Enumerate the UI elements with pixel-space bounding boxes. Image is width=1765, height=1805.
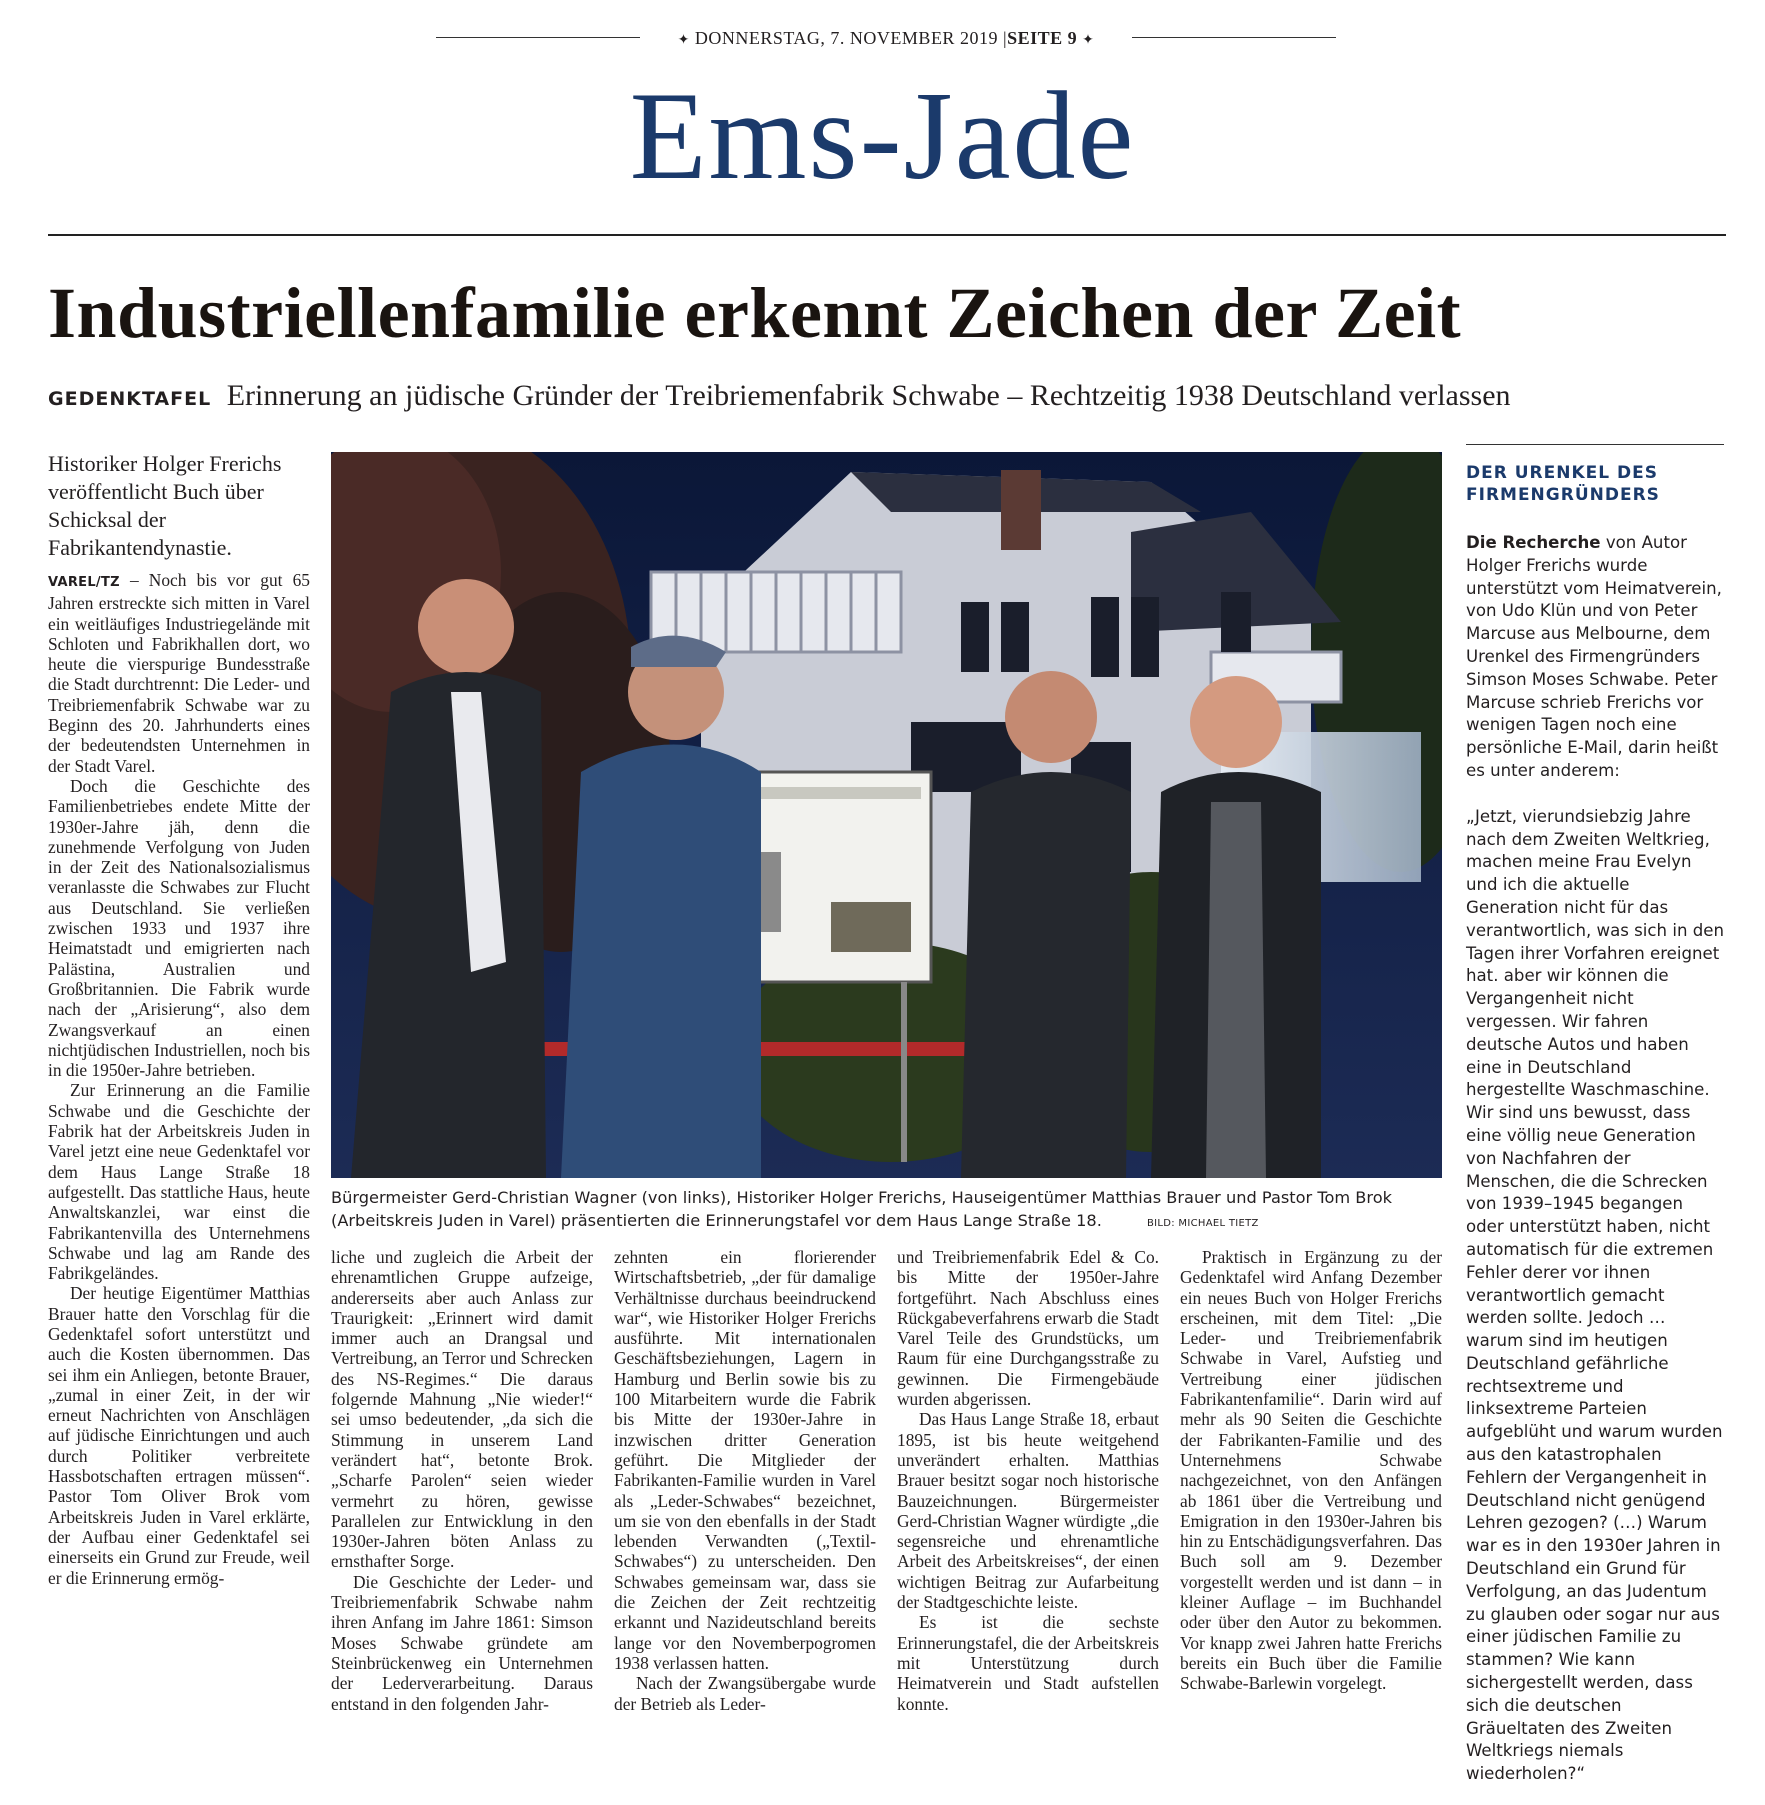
dateline xyxy=(436,26,1336,50)
sidebar-intro xyxy=(1466,532,1724,783)
article-column-1 xyxy=(48,570,310,1588)
page-separator: | xyxy=(1002,28,1008,48)
paragraph: Doch die Geschichte des Familienbetriebes endete Mitte der 1930er-Jahre jäh, denn die zunehmende Verfolgung von Juden in der Zeit des Nationalsozialismus veranlasste die Schwabes zur Flucht aus Deutschland. Sie verließen zwischen 1933 und 1937 ihre Heimatstadt und emigrierten nach Palästina, Australien und Großbritannien. Die Fabrik wurde nach der „Arisierung“, also dem Zwangsverkauf an einen nichtjüdischen Industriellen, noch bis in die 1950er-Jahre betrieben. xyxy=(48,775,310,1081)
article-column-3 xyxy=(614,1247,876,1714)
paragraph: Die Geschichte der Leder- und Treibriemenfabrik Schwabe nahm ihren Anfang im Jahre 1861: Simson Moses Schwabe gründete am Steinbrückenweg ein Unternehmen der Lederverarbeitung. Daraus entstand in den folgenden Jahr- xyxy=(331,1571,593,1714)
paragraph: liche und zugleich die Arbeit der ehrenamtlichen Gruppe aufzeige, andererseits aber auch Anlass zur Traurigkeit: „Erinnert wird damit immer auch an Drangsal und Vertreibung, an Terror und Schrecken des NS-Regimes.“ Die daraus folgernde Mahnung „Nie wieder!“ sei umso bedeutender, „da sich die Stimmung in unserem Land verändert hat“, betonte Brok. „Scharfe Parolen“ seien wieder vermehrt zu hören, gewisse Parallelen zur Entwicklung in den 1930er-Jahren böten Anlass zu ernsthafter Sorge. xyxy=(331,1247,593,1572)
section-divider xyxy=(48,234,1726,236)
paragraph: Der heutige Eigentümer Matthias Brauer hatte den Vorschlag für die Gedenktafel sofort unterstützt und auch die Kosten übernommen. Das sei ihm ein Anliegen, betonte Brauer, „zumal in einer Zeit, in der wir erneut Nachrichten von Anschlägen auf jüdische Einrichtungen und auch durch Politiker verbreitete Hassbotschaften ertragen müssen“. Pastor Tom Oliver Brok vom Arbeitskreis Juden in Varel erklärte, der Aufbau einer Gedenktafel sei einerseits ein Grund zur Freude, weil er die Erinnerung ermög- xyxy=(48,1283,310,1588)
paragraph xyxy=(48,570,310,776)
sidebar-body xyxy=(1466,532,1724,1786)
sidebar-quote: „Jetzt, vierundsiebzig Jahre nach dem Zweiten Weltkrieg, machen meine Frau Evelyn und ich die aktuelle Generation nicht für das verantwortlich, was sich in den Tagen ihrer Vorfahren ereignet hat. aber wir können die Vergangenheit nicht vergessen. Wir fahren deutsche Autos und haben eine in Deutschland hergestellte Waschmaschine. Wir sind uns bewusst, dass eine völlig neue Generation von Nachfahren der Menschen, die die Schrecken von 1939–1945 begangen oder unterstützt haben, nicht automatisch für die extremen Fehler derer vor ihnen verantwortlich gemacht werden sollte. Jedoch … warum sind im heutigen Deutschland gefährliche rechtsextreme und linksextreme Parteien aufgeblüht und warum wurden aus den katastrophalen Fehlern der Vergangenheit in Deutschland nicht genügend Lehren gezogen? (…) Warum war es in den 1930er Jahren in Deutschland ein Grund für Verfolgung, an das Judentum zu glauben oder sogar nur aus einer jüdischen Familie zu stammen? Wie kann sichergestellt werden, dass sich die deutschen Gräueltaten des Zweiten Weltkriegs niemals wiederholen?“ xyxy=(1466,806,1724,1784)
sidebar-title: DER URENKEL DES FIRMENGRÜNDERS xyxy=(1466,463,1660,505)
roofline: VAREL/TZ xyxy=(48,575,120,590)
article-column-4 xyxy=(897,1247,1159,1714)
sidebar-rule xyxy=(1466,444,1724,445)
article-photo xyxy=(331,452,1442,1178)
page-number: SEITE 9 xyxy=(1007,28,1078,48)
photo-caption xyxy=(331,1186,1442,1235)
paragraph: zehnten ein florierender Wirtschaftsbetrieb, „der für damalige Verhältnisse durchaus beeindruckend war“, wie Historiker Holger Frerichs ausführte. Mit internationalen Geschäftsbeziehungen, Lagern in Hamburg und Berlin sowie bis zu 100 Mitarbeitern wurde die Fabrik bis Mitte der 1930er-Jahre in inzwischen dritter Generation geführt. Die Mitglieder der Fabrikanten-Familie wurden in Varel als „Leder-Schwabes“ bezeichnet, um sie von den ebenfalls in der Stadt lebenden Verwandten („Textil-Schwabes“) zu unterscheiden. Den Schwabes gemeinsam war, dass sie die Zeichen der Zeit rechtzeitig erkannt und Nazideutschland bereits lange vor den Novemberpogromen 1938 verlassen hatten. xyxy=(614,1247,876,1673)
article-column-2 xyxy=(331,1247,593,1714)
diamond-icon: ✦ xyxy=(1082,33,1095,48)
sidebar-intro-text: von Autor Holger Frerichs wurde unterstützt vom Heimatverein, von Udo Klün und von Peter Marcuse aus Melbourne, dem Urenkel des Firmengründers Simson Moses Schwabe. Peter Marcuse schrieb Frerichs vor wenigen Tagen noch eine persönliche E-Mail, darin heißt es unter anderem: xyxy=(1466,533,1722,780)
paragraph: Es ist die sechste Erinnerungstafel, die der Arbeitskreis mit Unterstützung durch Heimatverein und Stadt aufstellen konnte. xyxy=(897,1612,1159,1714)
photo-illustration xyxy=(331,452,1442,1178)
caption-text: Bürgermeister Gerd-Christian Wagner (von links), Historiker Holger Frerichs, Hauseigentümer Matthias Brauer und Pastor Tom Brok (Arbeitskreis Juden in Varel) präsentierten die Erinnerungstafel vor dem Haus Lange Straße 18. xyxy=(331,1188,1392,1230)
paragraph: Nach der Zwangsübergabe wurde der Betrieb als Leder- xyxy=(614,1673,876,1714)
paragraph: Das Haus Lange Straße 18, erbaut 1895, ist bis heute weitgehend unverändert erhalten. Matthias Brauer besitzt sogar noch historische Bauzeichnungen. Bürgermeister Gerd-Christian Wagner würdigte „die segensreiche und ehrenamtliche Arbeit des Arbeitskreises“, der einen wichtigen Beitrag zur Aufarbeitung der Stadtgeschichte leiste. xyxy=(897,1409,1159,1613)
kicker: GEDENKTAFEL xyxy=(48,388,212,410)
headline: Industriellenfamilie erkennt Zeichen der Zeit xyxy=(48,273,1462,353)
sidebar-lead: Die Recherche xyxy=(1466,533,1601,552)
paragraph-text: – Noch bis vor gut 65 Jahren erstreckte sich mitten in Varel ein weitläufiges Industriegelände mit Schloten und Fabrikhallen dort, wo heute die vierspurige Bundesstraße die Stadt durchtrennt: Die Leder- und Treibriemenfabrik Schwabe war zu Beginn des 20. Jahrhunderts eines der bedeutendsten Unternehmen in der Stadt Varel. xyxy=(48,570,310,776)
teaser: Historiker Holger Frerichs veröffentlicht Buch über Schicksal der Fabrikantendynastie. xyxy=(48,451,282,560)
photo-credit: BILD: MICHAEL TIETZ xyxy=(1147,1218,1259,1229)
subheadline-line xyxy=(48,376,1728,419)
paragraph: Praktisch in Ergänzung zu der Gedenktafel wird Anfang Dezember ein neues Buch von Holger Frerichs erscheinen, mit dem Titel: „Die Leder- und Treibriemenfabrik Schwabe in Varel, Aufstieg und Vertreibung einer jüdischen Fabrikantenfamilie“. Darin wird auf mehr als 90 Seiten die Geschichte der Fabrikanten-Familie und des Unternehmens Schwabe nachgezeichnet, von den Anfängen ab 1861 über die Vertreibung und Emigration in den 1930er-Jahren bis hin zu Entschädigungsverfahren. Das Buch soll am 9. Dezember vorgestellt werden und ist dann – in kleiner Auflage – im Buchhandel oder über den Autor zu bekommen. Vor knapp zwei Jahren hatte Frerichs bereits ein Buch über die Familie Schwabe-Barlewin vorgelegt. xyxy=(1180,1247,1442,1694)
paragraph: und Treibriemenfabrik Edel & Co. bis Mitte der 1950er-Jahre fortgeführt. Nach Abschluss eines Rückgabeverfahrens erwarb die Stadt Varel Teile des Grundstücks, um Raum für eine Durchgangsstraße zu gewinnen. Die Firmengebäude wurden abgerissen. xyxy=(897,1247,1159,1410)
dateline-rule-right xyxy=(1132,37,1336,38)
section-title: Ems-Jade xyxy=(629,67,1136,206)
date: DONNERSTAG, 7. NOVEMBER 2019 xyxy=(694,28,998,48)
article-column-5 xyxy=(1180,1247,1442,1694)
dateline-text xyxy=(640,26,1132,53)
diamond-icon: ✦ xyxy=(677,33,690,48)
paragraph: Zur Erinnerung an die Familie Schwabe und die Geschichte der Fabrik hat der Arbeitskreis Juden in Varel jetzt eine neue Gedenktafel vor dem Haus Lange Straße 18 aufgestellt. Das stattliche Haus, heute Anwaltskanzlei, war einst die Fabrikantenvilla des Unternehmens Schwabe und lag am Rande des Fabrikgeländes. xyxy=(48,1080,310,1284)
subheadline: Erinnerung an jüdische Gründer der Treibriemenfabrik Schwabe – Rechtzeitig 1938 Deutschland verlassen xyxy=(226,379,1511,412)
dateline-rule-left xyxy=(436,37,640,38)
